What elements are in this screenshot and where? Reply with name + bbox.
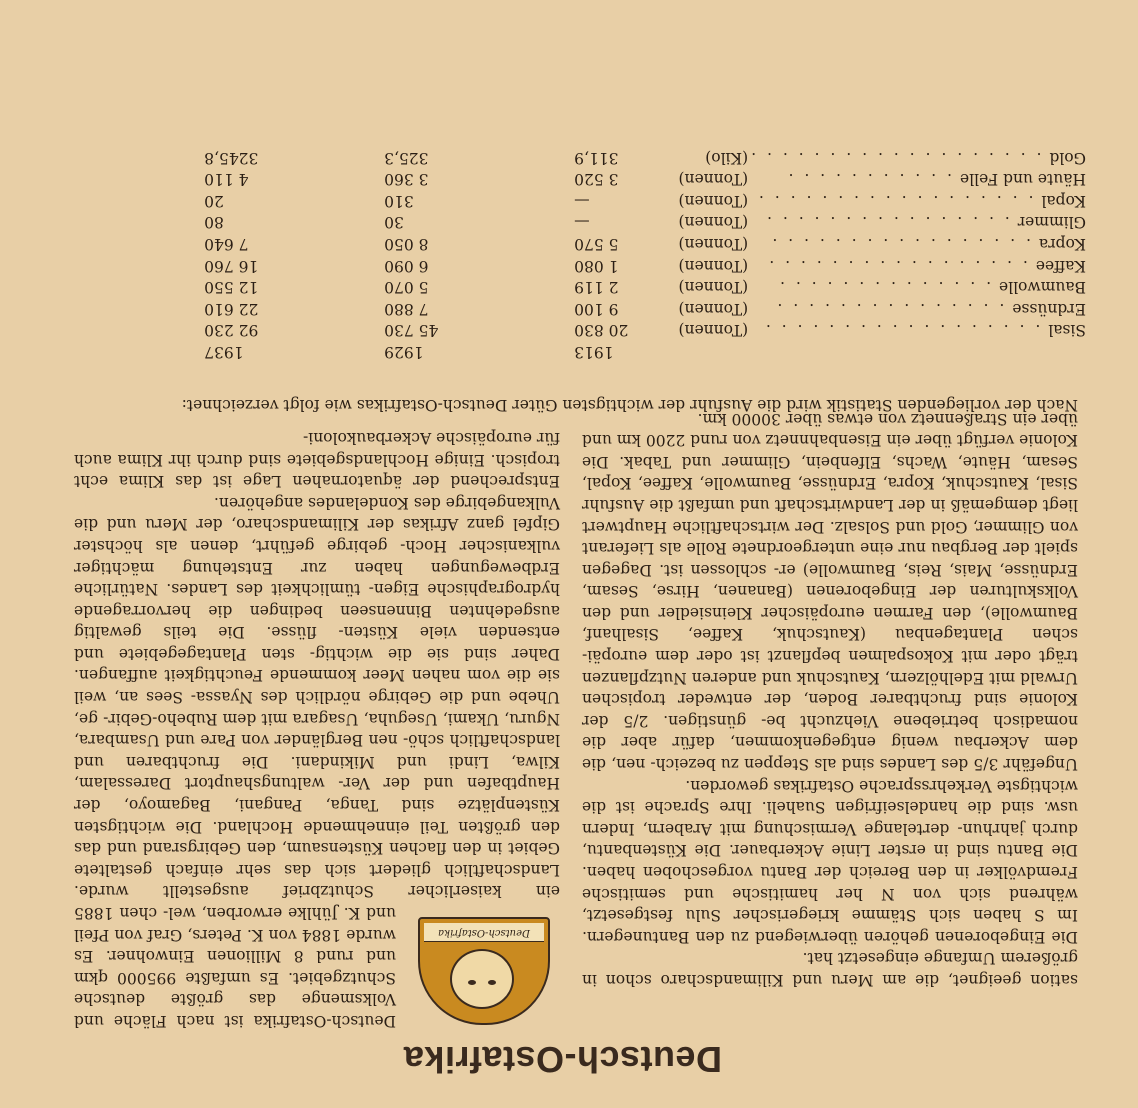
unit: (Tonnen)	[678, 170, 749, 189]
table-row: Erdnüsse . . . . . . . . . . . . . . . (Tonnen) 9 100 7 880 22 610	[204, 297, 1086, 319]
logo-caption: Deutsch-Ostafrika	[424, 923, 544, 942]
commodity-name: Glimmer	[1017, 213, 1086, 232]
unit: (Tonnen)	[678, 191, 749, 210]
value-1929: 325,3	[384, 148, 429, 167]
value-1913: 9 100	[574, 299, 619, 318]
commodity-name: Erdnüsse	[1012, 299, 1086, 318]
unit: (Kilo)	[705, 148, 749, 167]
value-1937: 20	[204, 191, 224, 210]
value-1929: 8 050	[384, 235, 429, 254]
value-1913: —	[574, 191, 590, 210]
page-title: Deutsch-Ostafrika	[403, 1039, 722, 1080]
value-1913: 20 830	[574, 321, 629, 340]
paragraph: Deutsch-Ostafrika ist nach Fläche und Volksmenge das größte deutsche Schutzgebiet. Es umfaßte 995000 qkm und rund 8 Millionen Einwohner. Es wurde 1884 von K. Peters, Graf von Pfeil und K. Jühlke erworben, wel- chen 1885 ein kaiserlicher Schutzbrief ausgestellt wurde. Landschaftlich gliedert sich das sehr einfach gestaltete Gebiet in den flachen Küstensaum, den Gebirgsrand und das den größten Teil einnehmende Hochland. Die wichtigsten Küstenplätze sind Tanga, Pangani, Bagamoyo, der Hauptbafen und der Ver- waltungshauptort Daressalam, Kilwa, Lindi und Mikindani. Die fruchtbaren und landschaftlich schö- nen Bergländer von Pare und Usambara, Nguru, Ukami, Useguha, Usagara mit dem Rubeho-Gebir- ge, Uhebe und die Gebirge nördlich des Nyassa- Sees an, weil sie die vom nahen Meer kommende Feuchtigkeit auffangen. Daher sind sie die wichtig- sten Plantagegebiete und entsenden viele Küsten- flüsse. Die teils gewaltig ausgedehnten Binnenseen bedingen die hervorragende hydrographische Eigen- tümlichkeit des Landes. Natürliche Erdbewegungen haben zur Entstehung mächtiger vulkanischer Hoch- gebirge geführt, denen als höchster Gipfel ganz Afrikas der Kilimandscharo, der Meru und die Vulkangebirge des Kondelandes angehören.	[74, 493, 560, 1030]
unit: (Tonnen)	[678, 321, 749, 340]
commodity-name: Kaffee	[1035, 256, 1086, 275]
lion-face-icon	[450, 949, 514, 1009]
value-1937: 22 610	[204, 299, 259, 318]
table-row: Glimmer . . . . . . . . . . . . . . . . (Tonnen) — 30 80	[204, 211, 1086, 233]
value-1929: 310	[384, 191, 414, 210]
year-header: 1913	[574, 343, 614, 361]
table-row: Baumwolle . . . . . . . . . . . . . . (Tonnen) 2 119 5 070 12 550	[204, 276, 1086, 298]
value-1937: 12 550	[204, 278, 259, 297]
table-row: Häute und Felle . . . . . . . . . . . (Tonnen) 3 520 3 360 4 110	[204, 168, 1086, 190]
value-1929: 5 070	[384, 278, 429, 297]
value-1913: 3 520	[574, 170, 619, 189]
commodity-name: Sisal	[1048, 321, 1086, 340]
table-row: Kopal . . . . . . . . . . . . . . . . . . (Tonnen) — 310 20	[204, 189, 1086, 211]
logo-container	[410, 915, 560, 1025]
unit: (Tonnen)	[678, 278, 749, 297]
commodity-name: Kopra	[1038, 235, 1086, 254]
value-1913: 5 570	[574, 235, 619, 254]
value-1929: 3 360	[384, 170, 429, 189]
table-row: Kaffee . . . . . . . . . . . . . . . . . (Tonnen) 1 080 6 090 16 760	[204, 254, 1086, 276]
export-statistics-table	[204, 146, 1086, 362]
commodity-name: Baumwolle	[999, 278, 1086, 297]
value-1937: 3245,8	[204, 148, 259, 167]
table-row: Kopra . . . . . . . . . . . . . . . . . (Tonnen) 5 570 8 050 7 640	[204, 232, 1086, 254]
table-header-row	[204, 340, 1086, 362]
commodity-name: Gold	[1049, 148, 1086, 167]
value-1937: 4 110	[204, 170, 249, 189]
value-1929: 30	[384, 213, 404, 232]
value-1913: 1 080	[574, 256, 619, 275]
value-1937: 16 760	[204, 256, 259, 275]
year-header: 1937	[204, 343, 244, 361]
left-text-column	[582, 407, 1078, 990]
table-row: Gold . . . . . . . . . . . . . . . . . . . (Kilo) 311,9 325,3 3245,8	[204, 146, 1086, 168]
year-header: 1929	[384, 343, 424, 361]
paragraph: Entsprechend der äquatornahen Lage ist das Klima echt tropisch. Einige Hochlandsgebiete sind durch ihr Klima auch für europäische Ackerbaukoloni-	[74, 428, 560, 491]
paragraph: Die Eingeborenen gehören überwiegend zu den Bantunegern. Im S haben sich Stämme kriegerischer Sulu festgesetzt, während sich von N her hamitische und semitische Fremdvölker in den Bereich der Bantu vorgeschoben haben. Die Bantu sind in erster Linie Ackerbauer. Die Küstenbantu, durch jahrhun- dertelange Vermischung mit Arabern, Indern usw. sind die handelseifrigen Suaheli. Ihre Sprache ist die wichtigste Verkehrssprache Ostafrikas geworden.	[582, 776, 1078, 946]
value-1937: 7 640	[204, 235, 249, 254]
value-1913: 2 119	[574, 278, 619, 297]
paragraph: sation geeignet, die am Meru und Kilimandscharo schon in größerem Umfange eingesetzt hat.	[582, 949, 1078, 989]
right-text-column	[74, 426, 560, 1031]
unit: (Tonnen)	[678, 213, 749, 232]
statistics-intro: Nach der vorliegenden Statistik wird die Ausfuhr der wichtigsten Güter Deutsch-Ostafrikas wie folgt verzeichnet:	[181, 396, 1078, 414]
value-1937: 92 230	[204, 321, 259, 340]
unit: (Tonnen)	[678, 256, 749, 275]
commodity-name: Kopal	[1041, 191, 1086, 210]
unit: (Tonnen)	[678, 299, 749, 318]
commodity-name: Häute und Felle	[959, 170, 1086, 189]
unit: (Tonnen)	[678, 235, 749, 254]
value-1937: 80	[204, 213, 224, 232]
value-1929: 7 880	[384, 299, 429, 318]
value-1913: —	[574, 213, 590, 232]
value-1929: 6 090	[384, 256, 429, 275]
value-1929: 45 730	[384, 321, 439, 340]
table-row: Sisal . . . . . . . . . . . . . . . . . . (Tonnen) 20 830 45 730 92 230	[204, 319, 1086, 341]
paragraph: Ungefähr 3/5 des Landes sind als Steppen zu bezeich- nen, die dem Ackerbau wenig entgegenkommen, dafür aber die nomadisch betriebene Viehzucht be- günstigen. 2/5 der Kolonie sind fruchtbarer Boden, der entweder tropischen Urwald mit Edelhölzern, Kautschuk und anderen Nutzpflanzen trägt oder mit Kokospalmen bepflanzt ist oder dem europäi- schen Plantagenbau (Kautschuk, Kaffee, Sisalhanf, Baumwolle), den Farmen europäischer Kleinsiedler und den Volkskulturen der Eingeborenen (Bananen, Hirse, Sesam, Erdnüsse, Mais, Reis, Baumwolle) er- schlossen ist. Dagegen spielt der Bergbau nur eine untergeordnete Rolle als Lieferant von Glimmer, Gold und Solsalz. Der wirtschaftliche Hauptwert liegt demgemäß in der Landwirtschaft und umfaßt die Ausfuhr Sisal, Kautschuk, Kopra, Erdnüsse, Baumwolle, Kaffee, Kopal, Sesam, Häute, Wachs, Elfenbein, Glimmer und Tabak. Die Kolonie verfügt über ein Eisenbahnnetz von rund 2200 km und über ein Straßennetz von etwas über 30000 km.	[582, 409, 1078, 774]
colony-emblem-logo	[418, 917, 550, 1025]
value-1913: 311,9	[574, 148, 619, 167]
